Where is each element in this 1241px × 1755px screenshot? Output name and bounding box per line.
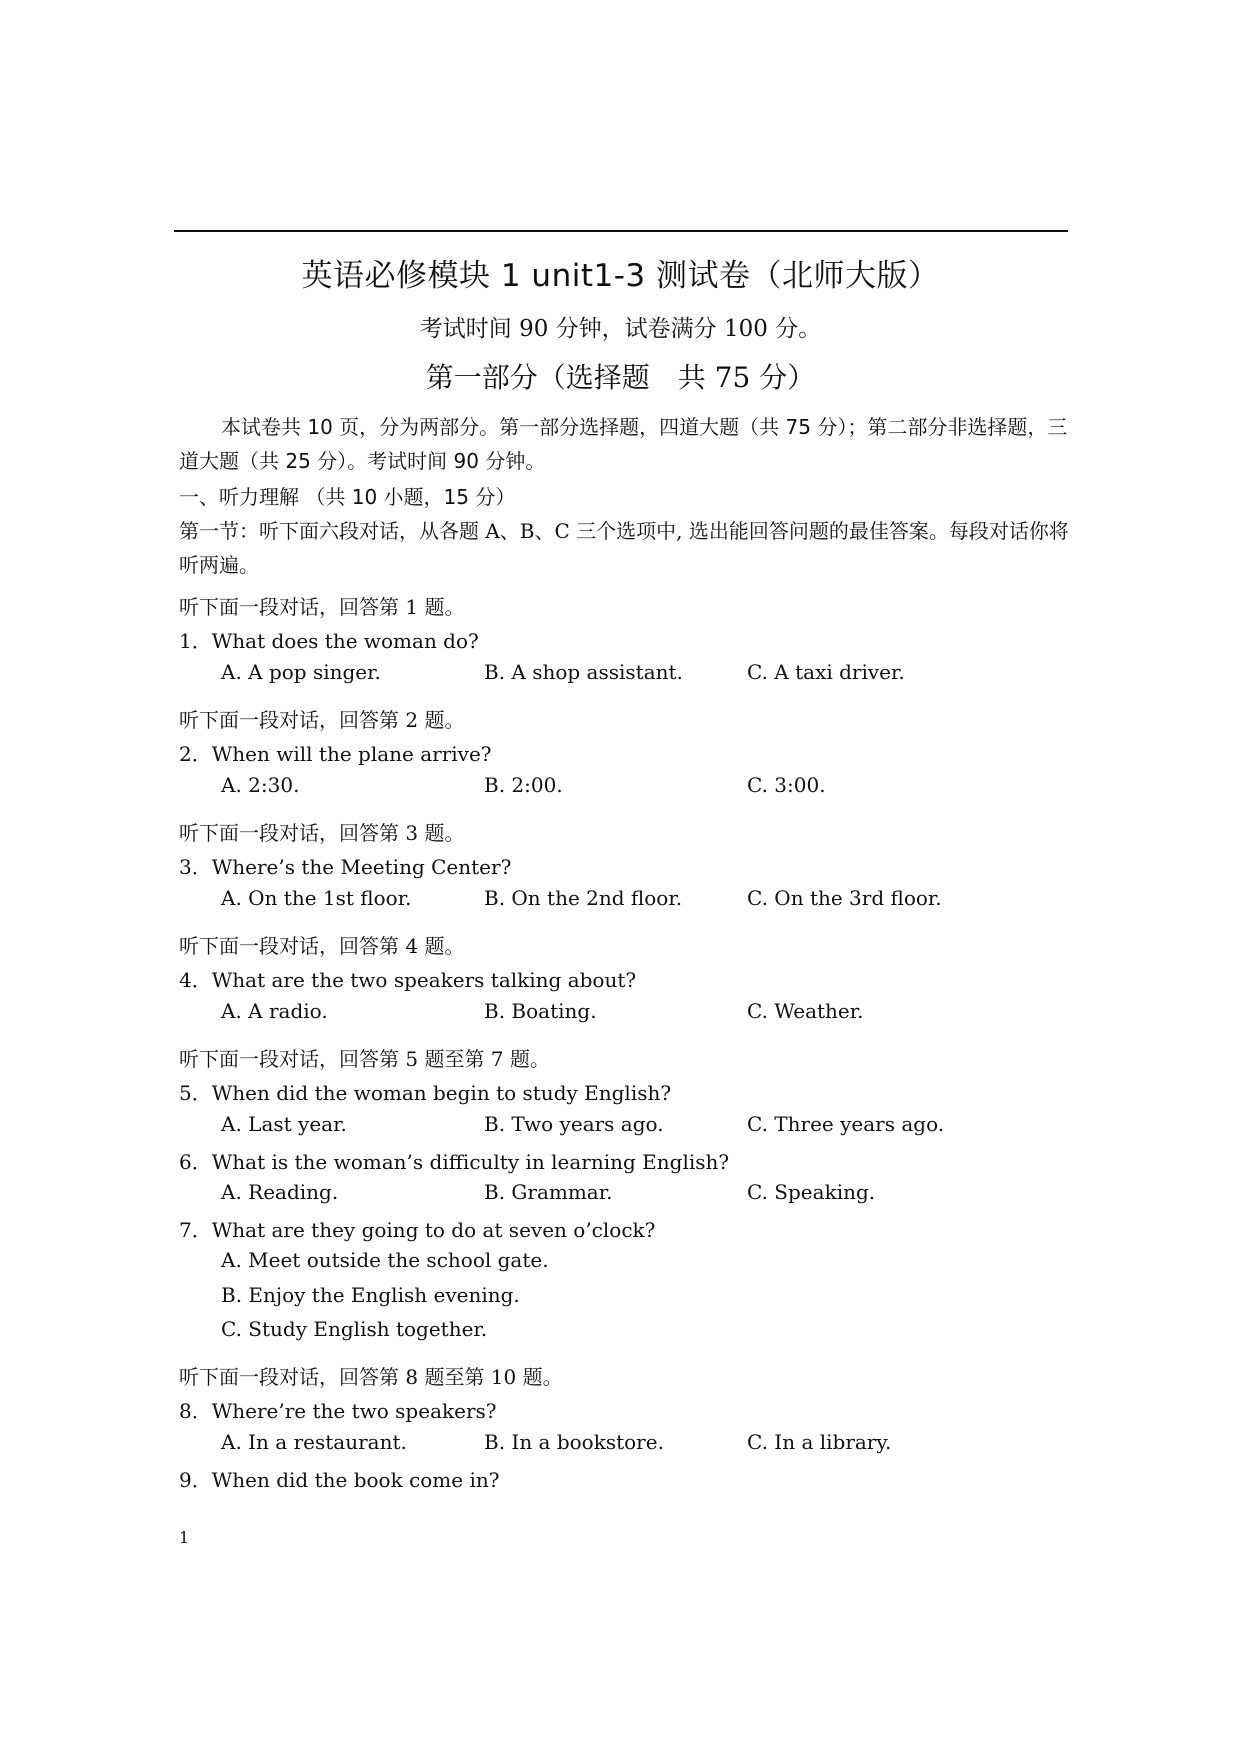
option-a: A. In a restaurant. — [221, 1430, 407, 1454]
part-title-paren: （选择题 共 75 分） — [537, 361, 816, 394]
header-rule — [174, 230, 1068, 232]
question-text: 7．What are they going to do at seven o’clock? — [179, 1218, 656, 1242]
exam-intro: 本试卷共 10 页，分为两部分。第一部分选择题，四道大题（共 75 分）；第二部分非选择题，三道大题（共 25 分）。考试时间 90 分钟。 — [179, 415, 1068, 473]
option-c: C. Three years ago. — [747, 1112, 945, 1136]
page-title: 英语必修模块 1 unit1-3 测试卷（北师大版） — [301, 258, 940, 294]
option-b: B. 2:00. — [484, 773, 563, 797]
option-a: A. A radio. — [221, 999, 328, 1023]
option-c: C. In a library. — [747, 1430, 892, 1454]
option-b: B. Grammar. — [484, 1180, 613, 1204]
option-c: C. Weather. — [747, 999, 864, 1023]
option-a: A. A pop singer. — [221, 660, 381, 684]
dialogue-prompt: 听下面一段对话，回答第 1 题。 — [179, 595, 465, 619]
dialogue-prompt: 听下面一段对话，回答第 3 题。 — [179, 821, 465, 845]
option-c: C. 3:00. — [747, 773, 826, 797]
option-b: B. In a bookstore. — [484, 1430, 664, 1454]
question-text: 3．Where’s the Meeting Center? — [179, 855, 512, 879]
question-text: 8．Where’re the two speakers? — [179, 1399, 497, 1423]
question-text: 2．When will the plane arrive? — [179, 742, 492, 766]
dialogue-prompt: 听下面一段对话，回答第 5 题至第 7 题。 — [179, 1047, 550, 1071]
option-a: A. 2:30. — [221, 773, 300, 797]
option-b: B. A shop assistant. — [484, 660, 683, 684]
question-text: 6．What is the woman’s difficulty in learning English? — [179, 1150, 730, 1174]
question-text: 5．When did the woman begin to study English? — [179, 1081, 672, 1105]
option-b: B. Two years ago. — [484, 1112, 664, 1136]
question-text: 4．What are the two speakers talking about? — [179, 968, 637, 992]
option-a: A. Reading. — [221, 1180, 339, 1204]
option-c: C. Study English together. — [221, 1317, 488, 1341]
option-a: A. Last year. — [221, 1112, 347, 1136]
section-description: 第一节：听下面六段对话，从各题 A、B、C 三个选项中, 选出能回答问题的最佳答案。每段对话你将听两遍。 — [179, 519, 1069, 577]
section-heading: 一、听力理解 （共 10 小题，15 分） — [179, 485, 516, 509]
option-a: A. On the 1st floor. — [221, 886, 412, 910]
dialogue-prompt: 听下面一段对话，回答第 2 题。 — [179, 708, 465, 732]
option-b: B. Enjoy the English evening. — [221, 1283, 520, 1307]
question-text: 1．What does the woman do? — [179, 629, 479, 653]
option-c: C. Speaking. — [747, 1180, 876, 1204]
dialogue-prompt: 听下面一段对话，回答第 4 题。 — [179, 934, 465, 958]
exam-subtitle: 考试时间 90 分钟，试卷满分 100 分。 — [419, 316, 822, 342]
option-c: C. On the 3rd floor. — [747, 886, 942, 910]
option-a: A. Meet outside the school gate. — [221, 1248, 549, 1272]
dialogue-prompt: 听下面一段对话，回答第 8 题至第 10 题。 — [179, 1365, 563, 1389]
part-one-title — [0, 356, 1241, 396]
option-c: C. A taxi driver. — [747, 660, 905, 684]
question-text: 9．When did the book come in? — [179, 1468, 500, 1492]
part-title-main: 第一部分 — [425, 361, 538, 394]
page-number: 1 — [179, 1528, 190, 1547]
option-b: B. Boating. — [484, 999, 597, 1023]
option-b: B. On the 2nd floor. — [484, 886, 683, 910]
